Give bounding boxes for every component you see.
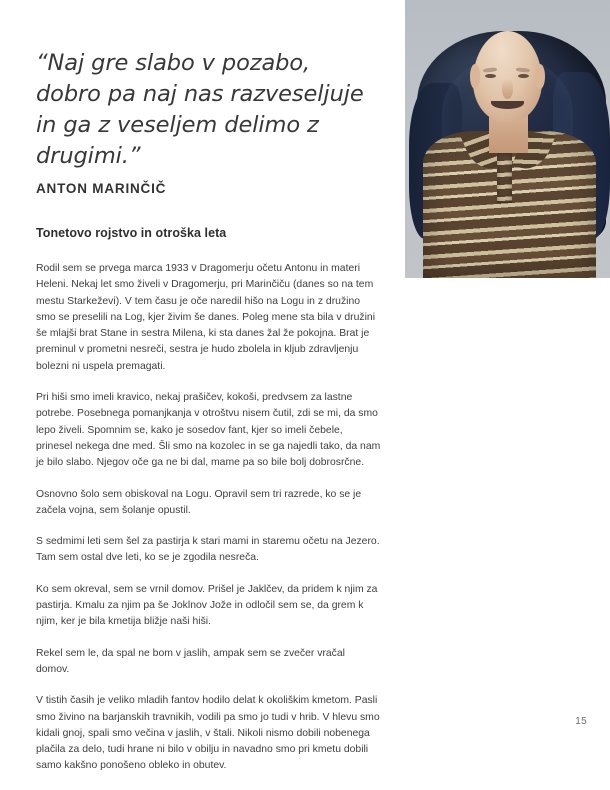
portrait-photo	[405, 0, 610, 278]
pull-quote: “Naj gre slabo v pozabo, dobro pa naj nas razveseljuje in ga z veseljem delimo z drugimi.”	[36, 50, 364, 169]
body-paragraph: Rodil sem se prvega marca 1933 v Dragomerju očetu Antonu in materi Heleni. Nekaj let smo živeli v Dragomerju, pri Marinčiču (danes so na tem mestu Starkeževi). V tem času je oče naredil hišo na Logu in z družino smo se preselili na Log, kjer živim še danes. Poleg mene sta bila v družini še mlajši brat Stane in sestra Milena, ki sta danes žal že pokojna. Brat je preminul v prometni nesreči, sestra je hudo zbolela in kljub zdravljenju bolezni ni uspela premagati.	[36, 263, 376, 372]
page-number: 15	[575, 716, 587, 727]
body-paragraph: Pri hiši smo imeli kravico, nekaj prašičev, kokoši, predvsem za lastne potrebe. Posebnega pomanjkanja v otroštvu nisem čutil, zdi se mi, da smo lepo živeli. Spomnim se, kako je sosedov fant, kjer so imeli čebele, prinesel nekega dne med. Šli smo na kozolec in se ga najedli tako, da nam je bilo slabo. Njegov oče ga ne bi dal, mame pa so bile bolj dobrosrčne.	[36, 392, 381, 469]
section-heading: Tonetovo rojstvo in otroška leta	[36, 226, 227, 240]
body-paragraph: S sedmimi leti sem šel za pastirja k stari mami in staremu očetu na Jezero. Tam sem ostal dve leti, ko se je zgodila nesreča.	[36, 536, 380, 564]
shirt-placket	[497, 153, 511, 203]
author-byline: ANTON MARINČIČ	[36, 181, 167, 196]
body-paragraph: Osnovno šolo sem obiskoval na Logu. Opravil sem tri razrede, ko se je začela vojna, sem šolanje opustil.	[36, 488, 362, 516]
body-paragraph: Ko sem okreval, sem se vrnil domov. Prišel je Jaklčev, da pridem k njim za pastirja. Kmalu za njim pa še Joklnov Jože in odločil sem se, da grem k njim, ker je bila kmetija bližje naši hiši.	[36, 583, 378, 628]
ear-left	[470, 64, 480, 89]
article-text-column	[36, 0, 381, 790]
body-paragraph-list	[36, 261, 381, 775]
body-paragraph: V tistih časih je veliko mladih fantov hodilo delat k okoliškim kmetom. Pasli smo živino na barjanskih travnikih, vodili pa smo jo tudi v hrib. V hlevu smo kidali gnoj, spali smo večina v jaslih, v štali. Nikoli nismo dobili nobenega plačila za delo, tudi hrane ni bilo v obilju in navadno smo pri kmetu dobili samo kakšno ponošeno obleko in obutev.	[36, 695, 380, 772]
body-paragraph: Rekel sem le, da spal ne bom v jaslih, ampak sem se zvečer vračal domov.	[36, 647, 345, 675]
nose	[502, 79, 512, 98]
